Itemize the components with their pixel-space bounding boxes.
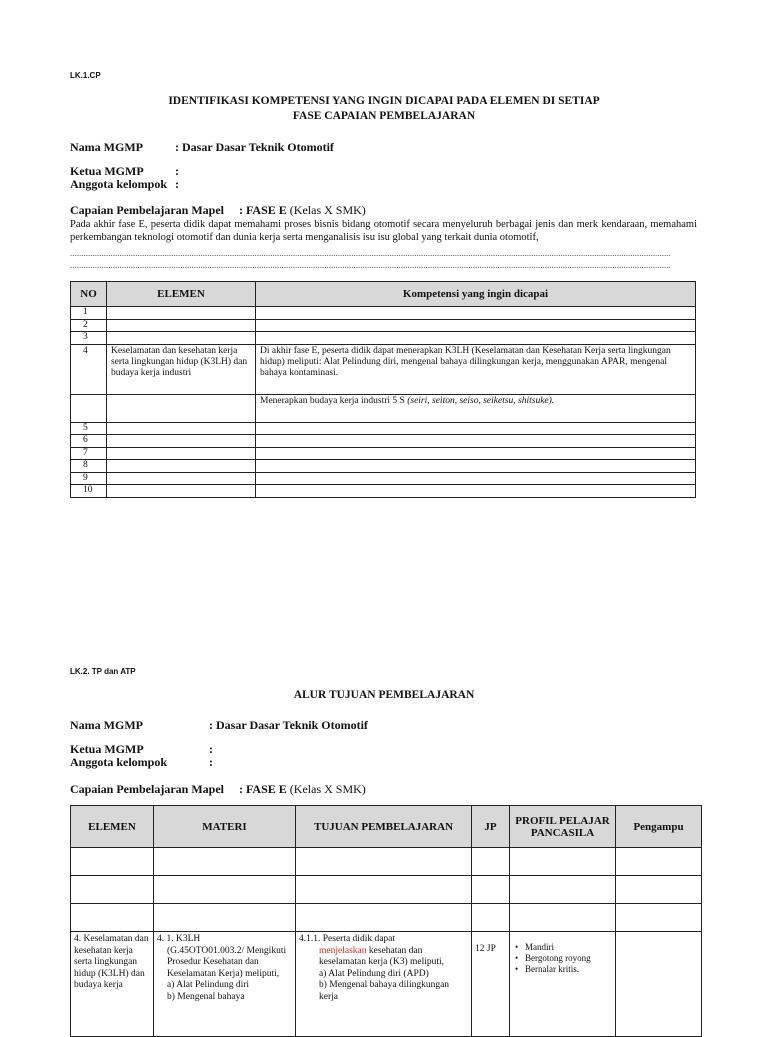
s1-cp-row [70,203,366,218]
cell [296,848,472,876]
cell [616,848,702,876]
table-row [71,932,702,1037]
row-kompetensi [256,435,696,448]
row-elemen [107,319,256,332]
row-elemen [107,435,256,448]
s1-cp-paragraph: Pada akhir fase E, peserta didik dapat memahami proses bisnis bidang otomotif secara menyeluruh berbagai jenis dan merk kendaraan, memahami perkembangan teknologi otomotif dan dunia kerja serta menganalisis isu isu global yang terkait dunia otomotif, [70,219,697,243]
row-kompetensi [256,307,696,320]
row-kompetensi [256,319,696,332]
cell [510,904,616,932]
cell [472,904,510,932]
table-row [71,460,696,473]
header-materi: MATERI [154,806,296,848]
section2-code: LK.2. TP dan ATP [70,667,136,676]
s1-anggota-value: : [175,177,179,191]
materi-line: (G.45OTO01.003.2/ Mengikuti Prosedur Kesehatan dan Keselamatan Kerja) meliputi, [167,945,287,979]
cell [616,904,702,932]
row-elemen [107,307,256,320]
row-elemen [107,472,256,485]
header-tujuan: TUJUAN PEMBELAJARAN [296,806,472,848]
table-row [71,319,696,332]
competency-table [70,281,696,498]
s1-cp-fase: : FASE E [239,203,287,217]
tujuan-line: a) Alat Pelindung diri (APD) [319,968,429,979]
header-profil: PROFIL PELAJAR PANCASILA [510,806,616,848]
row-elemen [107,394,256,422]
row-no: 1 [71,307,107,320]
header-kompetensi: Kompetensi yang ingin dicapai [256,282,696,307]
s2-nama-value: : Dasar Dasar Teknik Otomotif [209,718,368,732]
materi-line: a) Alat Pelindung diri [167,980,250,990]
cell [71,904,154,932]
atp-tujuan [296,932,472,1037]
row-no: 10 [71,485,107,498]
row-kompetensi [256,447,696,460]
table-row [71,307,696,320]
profil-item: • Bernalar kritis. [525,964,612,975]
header-elemen: ELEMEN [107,282,256,307]
table-row [71,876,702,904]
atp-materi [154,932,296,1037]
s1-cp-label: Capaian Pembelajaran Mapel [70,203,224,217]
cell [154,848,296,876]
s1-anggota-label: Anggota kelompok [70,177,168,191]
s1-nama-label: Nama MGMP [70,140,143,154]
tujuan-line: 4.1.1. Peserta didik dapat [299,934,396,944]
table-row [71,435,696,448]
row-kompetensi [256,472,696,485]
cell [71,876,154,904]
atp-profil [510,932,616,1037]
tujuan-verb: menjelaskan [319,945,367,956]
row-no: 8 [71,460,107,473]
row-no: 9 [71,472,107,485]
row-no: 3 [71,332,107,345]
s2-cp-row [70,782,366,797]
cell [154,904,296,932]
s1-nama-value: : Dasar Dasar Teknik Otomotif [175,140,334,154]
table-row [71,472,696,485]
s2-anggota-value: : [209,755,213,769]
atp-elemen: 4. Keselamatan dan kesehatan kerja serta lingkungan hidup (K3LH) dan budaya kerja [71,932,154,1037]
table-row [71,394,696,422]
row-kompetensi [256,422,696,435]
row-kompetensi [256,460,696,473]
section1-title [0,94,768,124]
table-row [71,332,696,345]
profil-item: • Bergotong royong [525,953,612,964]
s1-dots-line1: ........................................................................................................................................................................................................................................................................... [70,248,671,258]
cell [616,876,702,904]
s1-ketua-label: Ketua MGMP [70,164,144,178]
cell [154,876,296,904]
row-no: 5 [71,422,107,435]
s2-anggota-label: Anggota kelompok [70,755,168,769]
header-elemen: ELEMEN [71,806,154,848]
cell [296,904,472,932]
cell [472,848,510,876]
table-row [71,485,696,498]
row-no: 7 [71,447,107,460]
s2-cp-kelas: (Kelas X SMK) [289,782,366,796]
cell [71,848,154,876]
section2-title: ALUR TUJUAN PEMBELAJARAN [293,689,475,701]
row-no: 2 [71,319,107,332]
s2-ketua-value: : [209,742,213,756]
s1-dots-line2: ........................................................................................................................................................................................................................................................................... [70,260,671,270]
cell [510,848,616,876]
table-row [71,447,696,460]
materi-line: 4. 1. K3LH [157,934,201,944]
s1-cp-kelas: (Kelas X SMK) [289,203,366,217]
s2-nama-label: Nama MGMP [70,718,143,732]
cell [510,876,616,904]
header-jp: JP [472,806,510,848]
section1-title-line1: IDENTIFIKASI KOMPETENSI YANG INGIN DICAPAI PADA ELEMEN DI SETIAP [168,95,600,107]
s1-ketua-value: : [175,164,179,178]
kompetensi-5s-list: (seiri, seiton, seiso, seiketsu, shitsuke). [407,395,555,406]
row-no [71,394,107,422]
section1-code: LK.1.CP [70,71,101,80]
row-elemen: Keselamatan dan kesehatan kerja serta lingkungan hidup (K3LH) dan budaya kerja industri [107,344,256,394]
atp-pengampu [616,932,702,1037]
cell [472,876,510,904]
row-elemen [107,460,256,473]
row-elemen [107,332,256,345]
row-no: 6 [71,435,107,448]
row-no: 4 [71,344,107,394]
kompetensi-5s: Menerapkan budaya kerja industri 5 S [260,395,405,406]
table-row [71,344,696,394]
atp-jp: 12 JP [472,932,510,1037]
profil-item: • Mandiri [525,942,612,953]
table-row [71,422,696,435]
header-pengampu: Pengampu [616,806,702,848]
table-row [71,848,702,876]
tujuan-line: menjelaskan kesehatan dan keselamatan kerja (K3) meliputi, [319,945,445,967]
table-row [71,904,702,932]
s2-cp-label: Capaian Pembelajaran Mapel [70,782,224,796]
header-no: NO [71,282,107,307]
row-elemen [107,485,256,498]
cell [296,876,472,904]
s2-cp-fase: : FASE E [239,782,287,796]
s2-ketua-label: Ketua MGMP [70,742,144,756]
section1-title-line2: FASE CAPAIAN PEMBELAJARAN [292,110,476,122]
row-kompetensi [256,394,696,422]
row-kompetensi: Di akhir fase E, peserta didik dapat menerapkan K3LH (Keselamatan dan Kesehatan Kerja serta lingkungan hidup) meliputi: Alat Pelindung diri, mengenal bahaya dilingkungan kerja, menggunakan APAR, mengenal bahaya kontaminasi. [256,344,696,394]
row-elemen [107,422,256,435]
tujuan-line: b) Mengenal bahaya dilingkungan kerja [319,980,450,1002]
atp-table [70,805,702,1037]
row-kompetensi [256,332,696,345]
row-elemen [107,447,256,460]
row-kompetensi [256,485,696,498]
materi-line: b) Mengenal bahaya [167,991,245,1002]
